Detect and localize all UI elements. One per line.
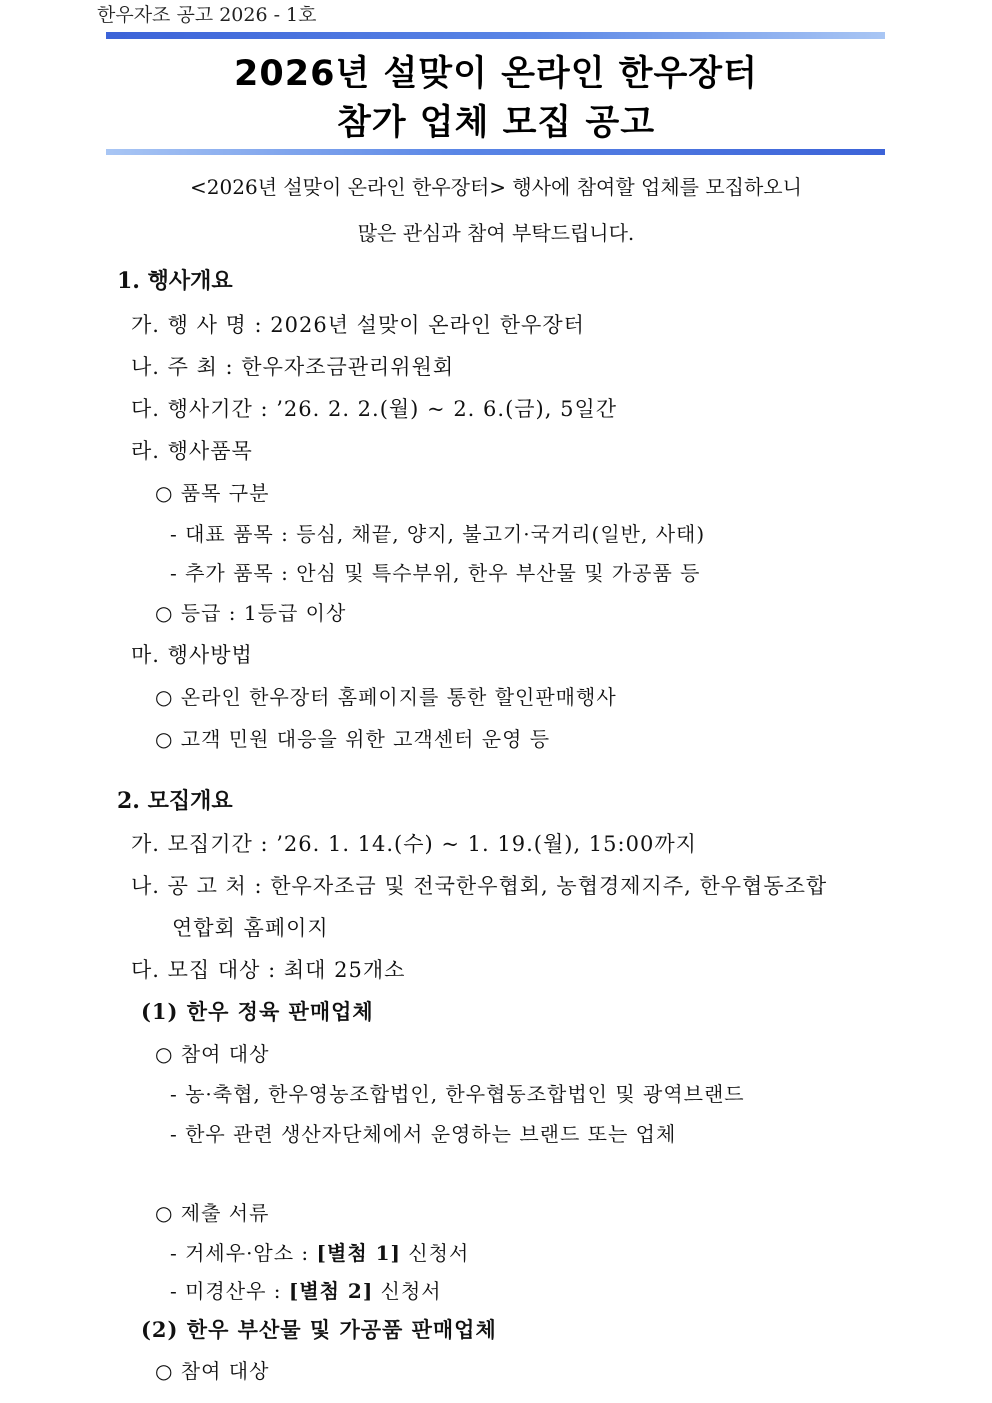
item-grade: ○ 등급 : 1등급 이상	[155, 601, 347, 625]
group1-docs-b: - 미경산우 : [별첨 2] 신청서	[170, 1279, 442, 1303]
method-customer-center: ○ 고객 민원 대응을 위한 고객센터 운영 등	[155, 727, 551, 751]
group1-target: ○ 참여 대상	[155, 1042, 270, 1066]
item-main: - 대표 품목 : 등심, 채끝, 양지, 불고기·국거리(일반, 사태)	[170, 522, 706, 546]
event-items: 라. 행사품목	[131, 439, 253, 463]
intro-line2: 많은 관심과 참여 부탁드립니다.	[357, 221, 635, 245]
group1-docs-a: - 거세우·암소 : [별첨 1] 신청서	[170, 1241, 470, 1265]
notice-location-cont: 연합회 홈페이지	[172, 916, 329, 940]
group1-docs: ○ 제출 서류	[155, 1201, 270, 1225]
event-host: 나. 주 최 : 한우자조금관리위원회	[131, 355, 455, 379]
group2-heading: (2) 한우 부산물 및 가공품 판매업체	[141, 1317, 497, 1342]
method-online-sale: ○ 온라인 한우장터 홈페이지를 통한 할인판매행사	[155, 685, 617, 709]
recruit-period: 가. 모집기간 : ’26. 1. 14.(수) ~ 1. 19.(월), 15:00까지	[131, 832, 697, 856]
page-title-line2: 참가 업체 모집 공고	[336, 103, 656, 143]
event-period: 다. 행사기간 : ’26. 2. 2.(월) ~ 2. 6.(금), 5일간	[131, 397, 618, 421]
item-extra: - 추가 품목 : 안심 및 특수부위, 한우 부산물 및 가공품 등	[170, 561, 701, 585]
document-number: 한우자조 공고 2026 - 1호	[97, 4, 317, 26]
event-method: 마. 행사방법	[131, 643, 253, 667]
recruit-target: 다. 모집 대상 : 최대 25개소	[131, 958, 406, 982]
page-title-line1: 2026년 설맞이 온라인 한우장터	[234, 54, 758, 94]
event-name: 가. 행 사 명 : 2026년 설맞이 온라인 한우장터	[131, 313, 585, 337]
group2-target: ○ 참여 대상	[155, 1359, 270, 1383]
group1-heading: (1) 한우 정육 판매업체	[141, 999, 374, 1024]
intro-line1: <2026년 설맞이 온라인 한우장터> 행사에 참여할 업체를 모집하오니	[190, 175, 802, 199]
section2-heading: 2. 모집개요	[117, 788, 233, 814]
notice-location: 나. 공 고 처 : 한우자조금 및 전국한우협회, 농협경제지주, 한우협동조합	[131, 874, 828, 898]
group1-target-b: - 한우 관련 생산자단체에서 운영하는 브랜드 또는 업체	[170, 1122, 677, 1146]
title-top-rule	[106, 32, 885, 39]
title-bottom-rule	[106, 149, 885, 155]
section1-heading: 1. 행사개요	[117, 268, 233, 294]
item-category: ○ 품목 구분	[155, 481, 270, 505]
group1-target-a: - 농·축협, 한우영농조합법인, 한우협동조합법인 및 광역브랜드	[170, 1082, 745, 1106]
